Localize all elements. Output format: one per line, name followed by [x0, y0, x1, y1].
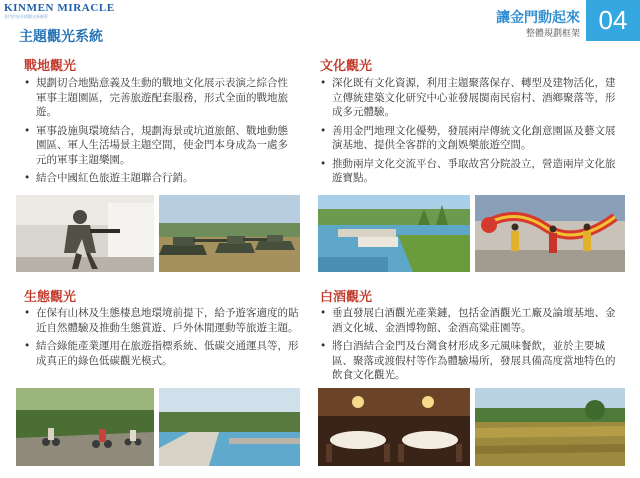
culture-bullet-list — [318, 76, 618, 190]
list-item: • 規劃切合地點意義及生動的戰地文化展示表演之綜合性軍事主題園區，完善旅遊配套服務，形式全面的戰地旅遊。 — [22, 76, 298, 120]
photo-cycling-trail — [16, 388, 154, 466]
photo-banquet-hall — [318, 388, 470, 466]
logo-subtext: 金門世紀奇蹟觀光新願景 — [4, 14, 48, 19]
brand-title: 讓金門動起來 — [496, 10, 580, 26]
ecology-bullet-list — [22, 306, 300, 372]
list-item: • 垂直發展白酒觀光產業鏈，包括金酒觀光工廠及論壇基地、金酒文化城、金酒博物館、金酒高粱莊園等。 — [318, 306, 622, 335]
photo-soldier-exhibit — [16, 195, 154, 272]
photo-canal — [159, 388, 300, 466]
logo-text: KINMEN MIRACLE — [4, 2, 115, 14]
section-heading-culture: 文化觀光 — [320, 59, 373, 74]
list-item: • 善用金門地理文化優勢，發展兩岸傳統文化創意園區及藝文展演基地、提供全客群的文創娛樂旅遊空間。 — [318, 124, 618, 153]
list-item: • 結合綠能產業運用在旅遊指標系統、低碳交通運具等，形成真正的綠色低碳觀光模式。 — [22, 339, 300, 368]
section-heading-liquor: 白酒觀光 — [320, 290, 373, 305]
brand-subtitle: 整體規劃框架 — [525, 29, 580, 39]
list-item: • 在保有山林及生態棲息地環境前提下，給予遊客適度的貼近自然體驗及推動生態賞遊、戶外休閒運動等旅遊主題。 — [22, 306, 300, 335]
list-item: • 推動兩岸文化交流平台、爭取故宮分院設立，營造兩岸文化旅遊寶點。 — [318, 157, 618, 186]
section-heading-battlefield: 戰地觀光 — [24, 59, 77, 74]
list-item: • 深化既有文化資源，利用主題聚落保存、轉型及建物活化，建立傳統建築文化研究中心並發展閩南民宿村、酒鄉聚落等，形成多元體驗。 — [318, 76, 618, 120]
page-number-badge: 04 — [586, 0, 640, 41]
list-item: • 軍事設施與環境結合，規劃海景或坑道旅館、戰地動態園區、軍人生活場景主題空間，使金門本身成為一處多元的軍事主題樂園。 — [22, 124, 298, 168]
list-item: • 結合中國紅色旅遊主題聯合行銷。 — [22, 171, 298, 186]
photo-dragon-dance — [475, 195, 625, 272]
battlefield-bullet-list — [22, 76, 298, 190]
page-title: 主題觀光系統 — [19, 29, 103, 45]
photo-sorghum-field — [475, 388, 625, 466]
liquor-bullet-list — [318, 306, 622, 387]
section-heading-ecology: 生態觀光 — [24, 290, 77, 305]
logo — [4, 2, 116, 24]
list-item: • 將白酒結合金門及台灣食材形成多元風味餐飲，並於主要城區、聚落或渡假村等作為體驗場所，發展具備高度當地特色的飲食文化觀光。 — [318, 339, 622, 383]
photo-waterfront-park — [318, 195, 470, 272]
photo-tanks — [159, 195, 300, 272]
